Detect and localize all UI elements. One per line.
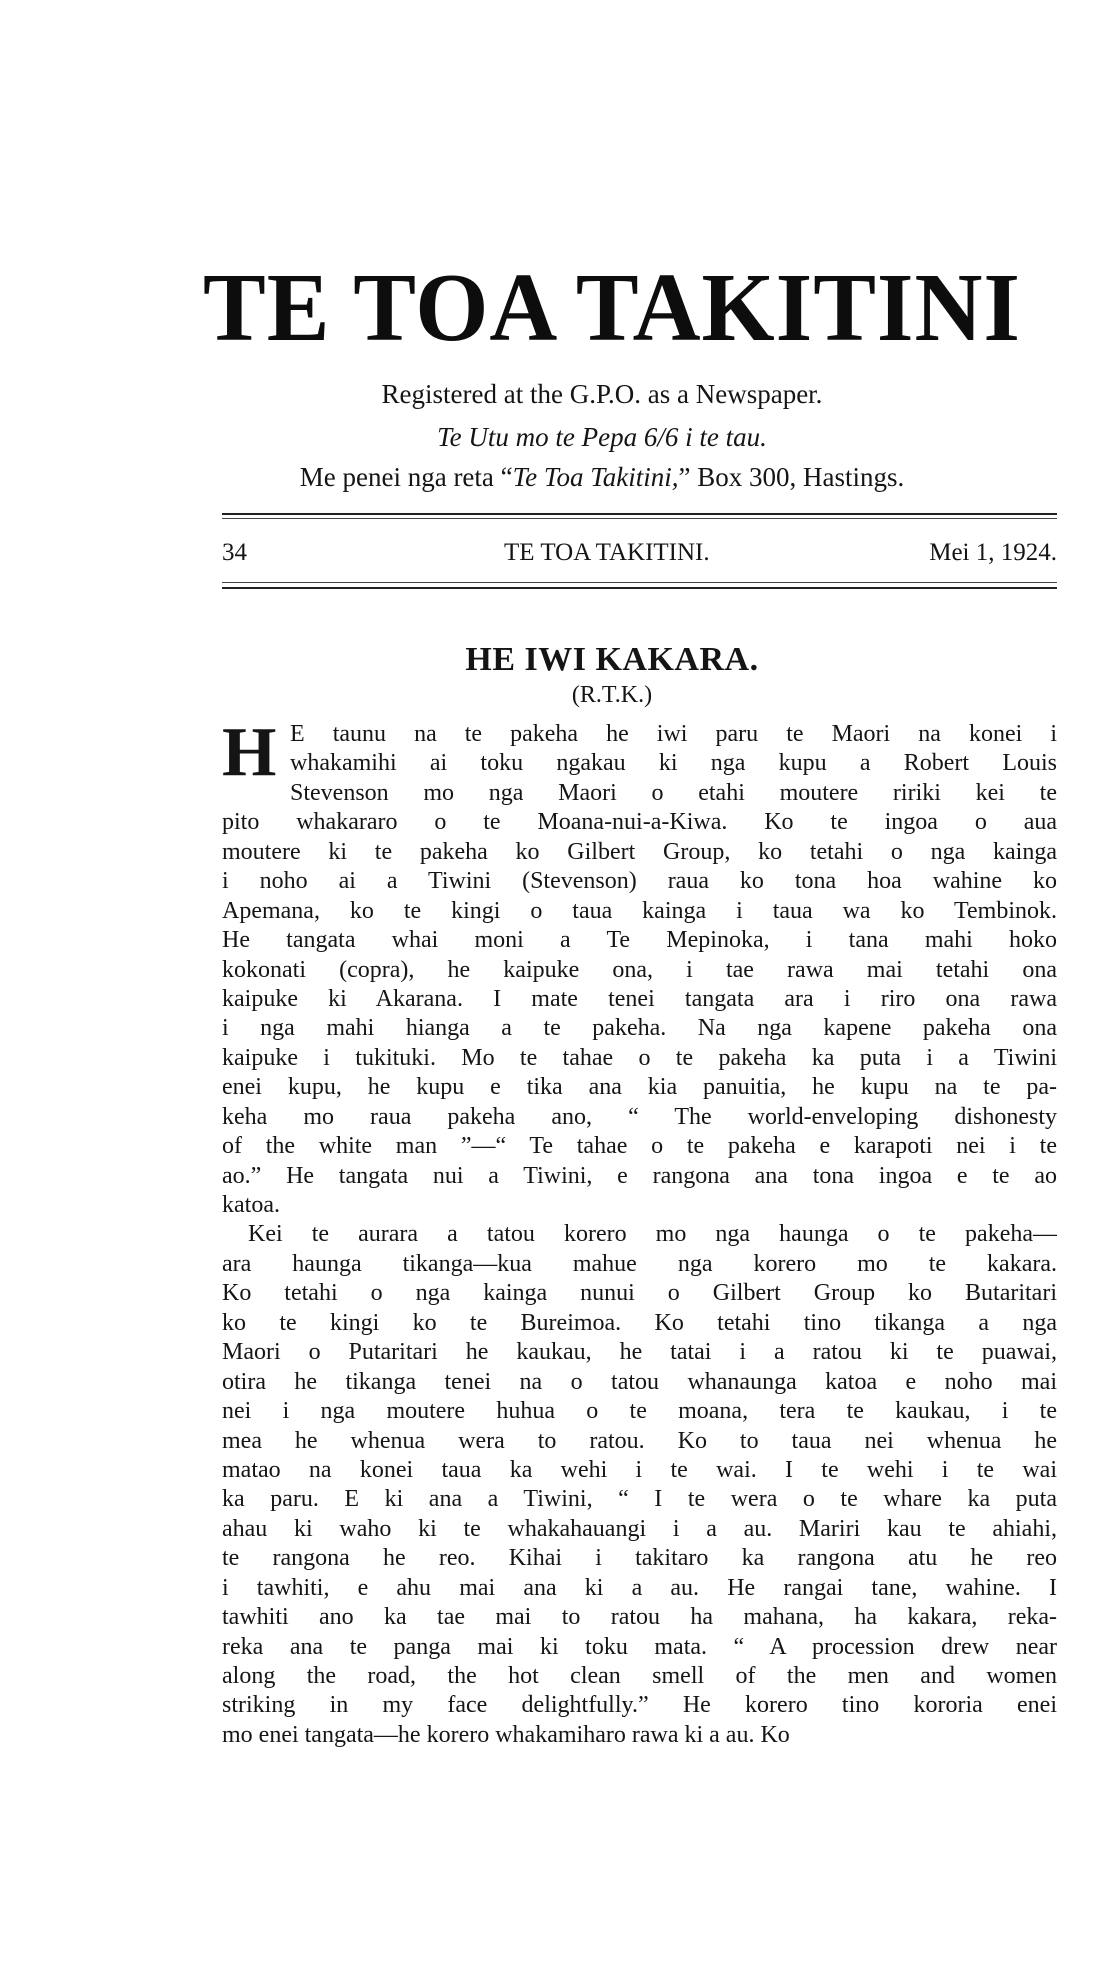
address-suffix: ” Box 300, Hastings.: [678, 462, 905, 492]
address-prefix: Me penei nga reta “: [299, 462, 513, 492]
article-line: Maori o Putaritari he kaukau, he tatai i a ratou ki te puawai,: [222, 1339, 1057, 1366]
article-line: Apemana, ko te kingi o taua kainga i taua wa ko Tembinok.: [222, 897, 1057, 924]
article-line: ka paru. E ki ana a Tiwini, “ I te wera o te whare ka puta: [222, 1486, 1057, 1513]
article-line: reka ana te panga mai ki toku mata. “ A procession drew near: [222, 1633, 1057, 1660]
subscription-price-line: Te Utu mo te Pepa 6/6 i te tau.: [437, 422, 767, 452]
article-line: kaipuke i tukituki. Mo te tahae o te pakeha ka puta i a Tiwini: [222, 1044, 1057, 1071]
article-line: i noho ai a Tiwini (Stevenson) raua ko tona hoa wahine ko: [222, 868, 1057, 895]
folio-line: [222, 536, 1057, 570]
bottom-rule-thick: [222, 587, 1057, 589]
issue-date: Mei 1, 1924.: [929, 539, 1057, 566]
article-line: te rangona he reo. Kihai i takitaro ka rangona atu he reo: [222, 1545, 1057, 1572]
article-line: mo enei tangata—he korero whakamiharo rawa ki a au. Ko: [222, 1721, 790, 1748]
running-head: TE TOA TAKITINI.: [504, 539, 710, 566]
masthead-title: TE TOA TAKITINI: [203, 254, 1021, 362]
article-line: i tawhiti, e ahu mai ana ki a au. He rangai tane, wahine. I: [222, 1574, 1057, 1601]
article-line: enei kupu, he kupu e tika ana kia panuitia, he kupu na te pa-: [222, 1074, 1057, 1101]
article-line: matao na konei taua ka wehi i te wai. I te wehi i te wai: [222, 1456, 1057, 1483]
article-line: i nga mahi hianga a te pakeha. Na nga kapene pakeha ona: [222, 1015, 1057, 1042]
article-line: keha mo raua pakeha ano, “ The world-enveloping dishonesty: [222, 1103, 1057, 1130]
article-line: tawhiti ano ka tae mai to ratou ha mahana, ha kakara, reka-: [222, 1604, 1057, 1631]
article-line: mea he whenua wera to ratou. Ko to taua nei whenua he: [222, 1427, 1057, 1454]
article-line: whakamihi ai toku ngakau ki nga kupu a Robert Louis: [290, 750, 1057, 777]
article-line: ko te kingi ko te Bureimoa. Ko tetahi tino tikanga a nga: [222, 1309, 1057, 1336]
article-line: kaipuke ki Akarana. I mate tenei tangata ara i riro ona rawa: [222, 985, 1057, 1012]
article-line: of the white man ”—“ Te tahae o te pakeha e karapoti nei i te: [222, 1133, 1057, 1160]
article-line: striking in my face delightfully.” He korero tino kororia enei: [222, 1692, 1057, 1719]
article-line: Kei te aurara a tatou korero mo nga haunga o te pakeha—: [248, 1221, 1057, 1248]
article-title: HE IWI KAKARA.: [465, 641, 759, 678]
address-line: [45, 461, 1114, 493]
article-line: ahau ki waho ki te whakahauangi i a au. Mariri kau te ahiahi,: [222, 1515, 1057, 1542]
address-paper-name: Te Toa Takitini,: [512, 462, 679, 492]
article-byline: (R.T.K.): [571, 682, 653, 708]
article-line: He tangata whai moni a Te Mepinoka, i tana mahi hoko: [222, 927, 1057, 954]
article-line: along the road, the hot clean smell of the men and women: [222, 1663, 1057, 1689]
article-line: E taunu na te pakeha he iwi paru te Maori na konei i: [290, 721, 1057, 747]
drop-cap: H: [222, 714, 277, 791]
article-line: moutere ki te pakeha ko Gilbert Group, ko tetahi o nga kainga: [222, 838, 1057, 865]
article-line: kokonati (copra), he kaipuke ona, i tae rawa mai tetahi ona: [222, 956, 1057, 983]
article-line: Ko tetahi o nga kainga nunui o Gilbert Group ko Butaritari: [222, 1280, 1057, 1307]
page-number: 34: [222, 539, 247, 566]
registration-line: Registered at the G.P.O. as a Newspaper.: [381, 379, 823, 409]
article-line: nei i nga moutere huhua o te moana, tera te kaukau, i te: [222, 1398, 1057, 1425]
article-line: otira he tikanga tenei na o tatou whanaunga katoa e noho mai: [222, 1368, 1057, 1395]
article-line: ara haunga tikanga—kua mahue nga korero mo te kakara.: [222, 1250, 1057, 1277]
bottom-rule-thin: [222, 582, 1057, 583]
top-rule-thin: [222, 518, 1057, 519]
article-line: pito whakararo o te Moana-nui-a-Kiwa. Ko te ingoa o aua: [222, 809, 1057, 836]
article-line: ao.” He tangata nui a Tiwini, e rangona ana tona ingoa e te ao: [222, 1162, 1057, 1189]
article-body: [222, 714, 1057, 1750]
article-line: katoa.: [222, 1192, 280, 1218]
top-rule-thick: [222, 513, 1057, 515]
article-line: Stevenson mo nga Maori o etahi moutere ririki kei te: [290, 779, 1057, 806]
